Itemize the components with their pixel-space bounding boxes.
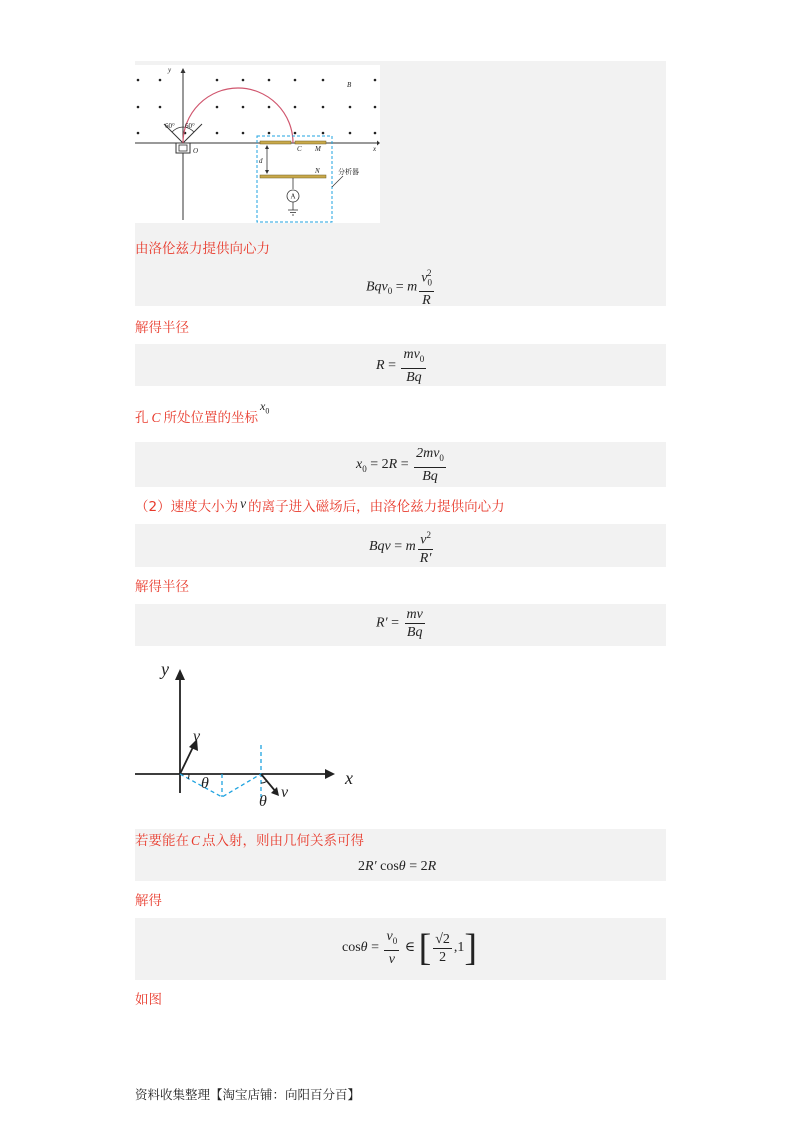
- fig1-angle-left: 60°: [165, 122, 175, 130]
- fig2-v-label-2: v: [281, 784, 289, 801]
- fig2-y-label: y: [161, 659, 169, 679]
- equation-5: R′ = $\frac{mv}{Bq}$: [376, 607, 423, 640]
- equation-4: Bqv = m $\frac{v^2}{R'}$: [369, 530, 432, 566]
- text-radius-1: 解得半径: [135, 320, 189, 336]
- equation-6: 2R′ cosθ = 2R: [358, 859, 437, 874]
- fig1-field-label: B: [347, 81, 352, 89]
- equation-3: $x_0 = 2R$ = $\frac{2mv_0}{Bq}$: [356, 446, 444, 484]
- fig2-v-label-1: v: [193, 728, 201, 745]
- velocity-figure: [135, 655, 375, 815]
- fig1-origin-label: O: [193, 147, 199, 155]
- text-radius-2: 解得半径: [135, 579, 189, 595]
- fig1-meter-label: A: [290, 192, 296, 201]
- text-lorentz-1: 由洛伦兹力提供向心力: [135, 241, 270, 257]
- fig2-theta-2: θ: [259, 793, 267, 810]
- text-solve: 解得: [135, 893, 162, 909]
- velocity-diagram: [135, 655, 375, 815]
- magnetic-field-figure: [135, 65, 380, 223]
- fig1-y-label: y: [168, 66, 172, 74]
- fig2-x-label: x: [345, 768, 353, 788]
- field-diagram: [135, 65, 380, 223]
- text-as-shown: 如图: [135, 992, 162, 1008]
- fig1-n-label: N: [315, 167, 320, 175]
- fig1-x-label: x: [373, 145, 377, 153]
- fig1-hole-label: C: [297, 145, 302, 153]
- equation-2: R = $\frac{mv_0}{Bq}$: [376, 347, 425, 385]
- fig1-angle-right: 60°: [185, 122, 195, 130]
- footer-source: 资料收集整理【淘宝店铺：向阳百分百】: [135, 1087, 361, 1102]
- text-part2-intro: （2）速度大小为 v 的离子进入磁场后，由洛伦兹力提供向心力: [135, 496, 505, 515]
- fig2-theta-1: θ: [201, 775, 209, 792]
- fig1-analyzer-label: 分析器: [338, 168, 359, 176]
- text-hole-position: 孔 C 所处位置的坐标$x_0$: [135, 399, 270, 426]
- equation-7: cosθ = $\frac{v_0}{v}$ ∈ [ $\frac{√2}{2}$ ,1]: [342, 927, 478, 969]
- equation-1: Bqv$_0$ = m $\frac{v_0^2}{R}$: [366, 268, 433, 309]
- text-geometry: 若要能在 C 点入射，则由几何关系可得: [135, 833, 365, 849]
- fig1-gap-label: d: [259, 157, 263, 165]
- fig1-m-label: M: [315, 145, 321, 153]
